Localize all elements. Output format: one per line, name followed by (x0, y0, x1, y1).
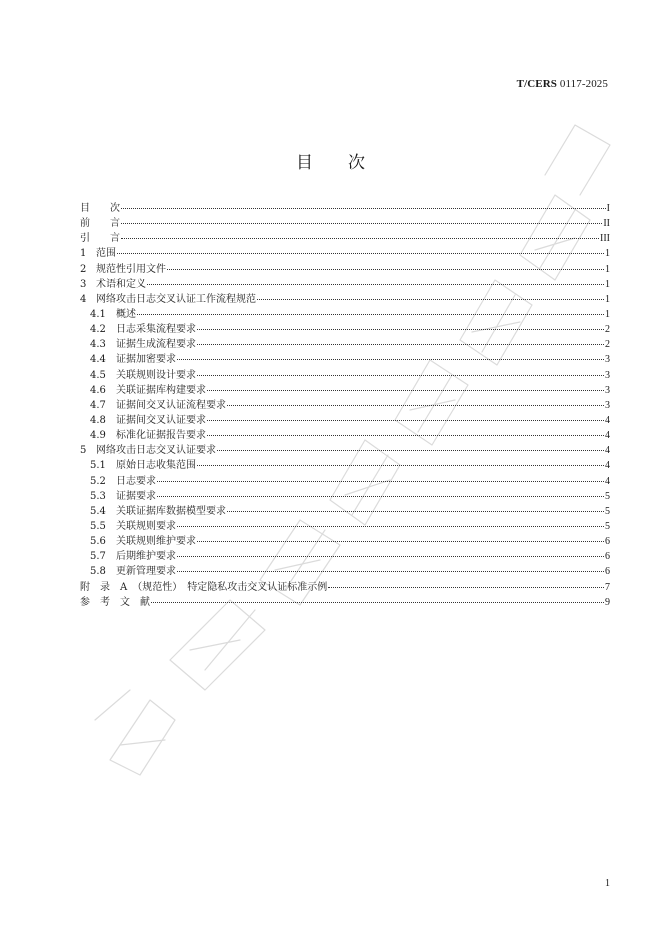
toc-entry[interactable] (80, 201, 610, 216)
toc-entry-number: 4.2 (90, 324, 106, 336)
toc-entry-label: 日志要求 (116, 475, 156, 487)
toc-entry-page: 7 (605, 581, 610, 593)
toc-entry-page: 4 (605, 414, 610, 426)
toc-entry[interactable] (80, 413, 610, 428)
toc-entry-label: 关联规则维护要求 (116, 536, 196, 548)
toc-entry-page: 9 (605, 596, 610, 608)
toc-entry-label: 关联规则要求 (116, 520, 176, 532)
page-number: 1 (605, 878, 610, 889)
toc-entry-label: 网络攻击日志交叉认证要求 (96, 445, 216, 457)
toc-entry-label: 原始日志收集范围 (116, 460, 196, 472)
toc-leader-dots (177, 526, 604, 527)
toc-leader-dots (217, 450, 604, 451)
toc-entry-number: 5.6 (90, 536, 106, 548)
toc-entry-label: 目 次 (80, 203, 120, 214)
toc-entry[interactable] (80, 549, 610, 564)
toc-entry-number: 4.9 (90, 430, 106, 442)
toc-entry-number: 5 (80, 445, 87, 457)
toc-entry[interactable] (80, 383, 610, 398)
toc-entry[interactable] (80, 231, 610, 246)
toc-entry-number: 5.4 (90, 505, 106, 517)
toc-entry-number: 1 (80, 248, 87, 260)
toc-entry[interactable] (80, 398, 610, 413)
toc-entry[interactable] (80, 443, 610, 458)
toc-leader-dots (177, 556, 604, 557)
toc-leader-dots (197, 329, 604, 330)
toc-leader-dots (227, 511, 604, 512)
toc-leader-dots (257, 299, 604, 300)
toc-entry-label: 概述 (116, 308, 136, 320)
toc-entry-page: III (600, 233, 610, 245)
toc-entry-page: 3 (605, 369, 610, 381)
toc-entry-label: 证据加密要求 (116, 354, 176, 366)
toc-entry-page: 5 (605, 520, 610, 532)
toc-leader-dots (121, 208, 606, 209)
toc-entry-label: 日志采集流程要求 (116, 324, 196, 336)
toc-entry-page: 1 (605, 278, 610, 290)
toc-leader-dots (197, 465, 604, 466)
toc-entry-label: 关联证据库数据模型要求 (116, 505, 226, 517)
toc-entry[interactable] (80, 216, 610, 231)
toc-title-part1: 目 (296, 153, 314, 173)
toc-list (80, 201, 610, 610)
toc-entry[interactable] (80, 580, 610, 595)
toc-entry-number: 4.7 (90, 399, 106, 411)
toc-entry-label: 参 考 文 献 (80, 596, 150, 608)
toc-entry-label: 关联规则设计要求 (116, 369, 196, 381)
toc-leader-dots (207, 420, 604, 421)
toc-leader-dots (197, 541, 604, 542)
toc-entry-page: 6 (605, 551, 610, 563)
toc-leader-dots (207, 435, 604, 436)
toc-leader-dots (177, 359, 604, 360)
toc-leader-dots (147, 284, 604, 285)
toc-entry-page: II (603, 218, 610, 230)
toc-entry-label: 证据间交叉认证要求 (116, 414, 206, 426)
toc-entry-page: 6 (605, 536, 610, 548)
toc-entry-label: 标准化证据报告要求 (116, 430, 206, 442)
toc-entry[interactable] (80, 564, 610, 579)
toc-leader-dots (328, 587, 604, 588)
toc-entry-page: 4 (605, 460, 610, 472)
toc-entry-number: 5.5 (90, 520, 106, 532)
toc-entry-number: 5.7 (90, 551, 106, 563)
toc-entry-page: 3 (605, 354, 610, 366)
standard-code (517, 78, 608, 90)
toc-entry[interactable] (80, 337, 610, 352)
toc-entry-page: 3 (605, 399, 610, 411)
toc-entry-label: 关联证据库构建要求 (116, 384, 206, 396)
toc-entry[interactable] (80, 368, 610, 383)
toc-entry[interactable] (80, 428, 610, 443)
toc-entry[interactable] (80, 519, 610, 534)
toc-entry-number: 5.8 (90, 566, 106, 578)
toc-entry-number: 4 (80, 293, 87, 305)
toc-entry-number: 4.8 (90, 414, 106, 426)
toc-entry[interactable] (80, 534, 610, 549)
toc-entry[interactable] (80, 489, 610, 504)
toc-entry-label: 引 言 (80, 233, 120, 245)
toc-entry-page: 1 (605, 308, 610, 320)
toc-entry-number: 4.6 (90, 384, 106, 396)
toc-leader-dots (137, 314, 604, 315)
toc-entry-page: 4 (605, 430, 610, 442)
toc-entry-label: 证据间交叉认证流程要求 (116, 399, 226, 411)
toc-entry-number: 5.1 (90, 460, 106, 472)
toc-entry[interactable] (80, 246, 610, 261)
toc-entry-page: 5 (605, 490, 610, 502)
toc-leader-dots (207, 390, 604, 391)
toc-entry-label: 证据要求 (116, 490, 156, 502)
toc-entry-number: 5.3 (90, 490, 106, 502)
toc-entry-label: 更新管理要求 (116, 566, 176, 578)
toc-leader-dots (121, 223, 602, 224)
toc-entry-page: 2 (605, 324, 610, 336)
toc-entry[interactable] (80, 307, 610, 322)
toc-entry-number: 2 (80, 263, 87, 275)
toc-entry-page: 5 (605, 505, 610, 517)
toc-entry-number: 5.2 (90, 475, 106, 487)
toc-leader-dots (227, 405, 604, 406)
toc-entry-page: 4 (605, 475, 610, 487)
toc-entry-page: 2 (605, 339, 610, 351)
toc-entry-label: 范围 (96, 248, 116, 260)
standard-code-number: 0117-2025 (559, 78, 608, 90)
toc-entry[interactable] (80, 292, 610, 307)
toc-entry-label: 附 录 A （规范性） 特定隐私攻击交叉认证标准示例 (80, 581, 328, 593)
toc-title-part2: 次 (348, 153, 366, 173)
toc-entry-label: 后期维护要求 (116, 551, 176, 563)
toc-entry-page: I (606, 203, 610, 214)
toc-title (0, 148, 662, 173)
toc-entry-number: 4.1 (90, 308, 106, 320)
toc-leader-dots (177, 571, 604, 572)
toc-entry-number: 4.4 (90, 354, 106, 366)
toc-entry-page: 4 (605, 445, 610, 457)
toc-entry[interactable] (80, 595, 610, 610)
standard-code-prefix: T/CERS (516, 78, 557, 90)
toc-entry-page: 6 (605, 566, 610, 578)
toc-entry[interactable] (80, 474, 610, 489)
toc-entry-label: 规范性引用文件 (96, 263, 166, 275)
toc-leader-dots (197, 344, 604, 345)
toc-entry-label: 网络攻击日志交叉认证工作流程规范 (96, 293, 256, 305)
toc-leader-dots (157, 496, 604, 497)
toc-leader-dots (167, 269, 604, 270)
toc-entry-label: 证据生成流程要求 (116, 339, 196, 351)
toc-leader-dots (197, 375, 604, 376)
toc-entry-page: 1 (605, 248, 610, 260)
toc-entry-number: 3 (80, 278, 87, 290)
toc-entry[interactable] (80, 458, 610, 473)
toc-entry-page: 1 (605, 293, 610, 305)
toc-entry[interactable] (80, 504, 610, 519)
toc-entry-label: 前 言 (80, 218, 120, 230)
toc-entry-number: 4.3 (90, 339, 106, 351)
toc-leader-dots (151, 602, 604, 603)
toc-entry[interactable] (80, 352, 610, 367)
toc-leader-dots (117, 253, 604, 254)
toc-entry-label: 术语和定义 (96, 278, 146, 290)
toc-entry-number: 4.5 (90, 369, 106, 381)
toc-entry[interactable] (80, 262, 610, 277)
toc-leader-dots (121, 238, 599, 239)
toc-entry-page: 3 (605, 384, 610, 396)
toc-leader-dots (157, 481, 604, 482)
toc-entry[interactable] (80, 277, 610, 292)
toc-entry[interactable] (80, 322, 610, 337)
toc-entry-page: 1 (605, 263, 610, 275)
